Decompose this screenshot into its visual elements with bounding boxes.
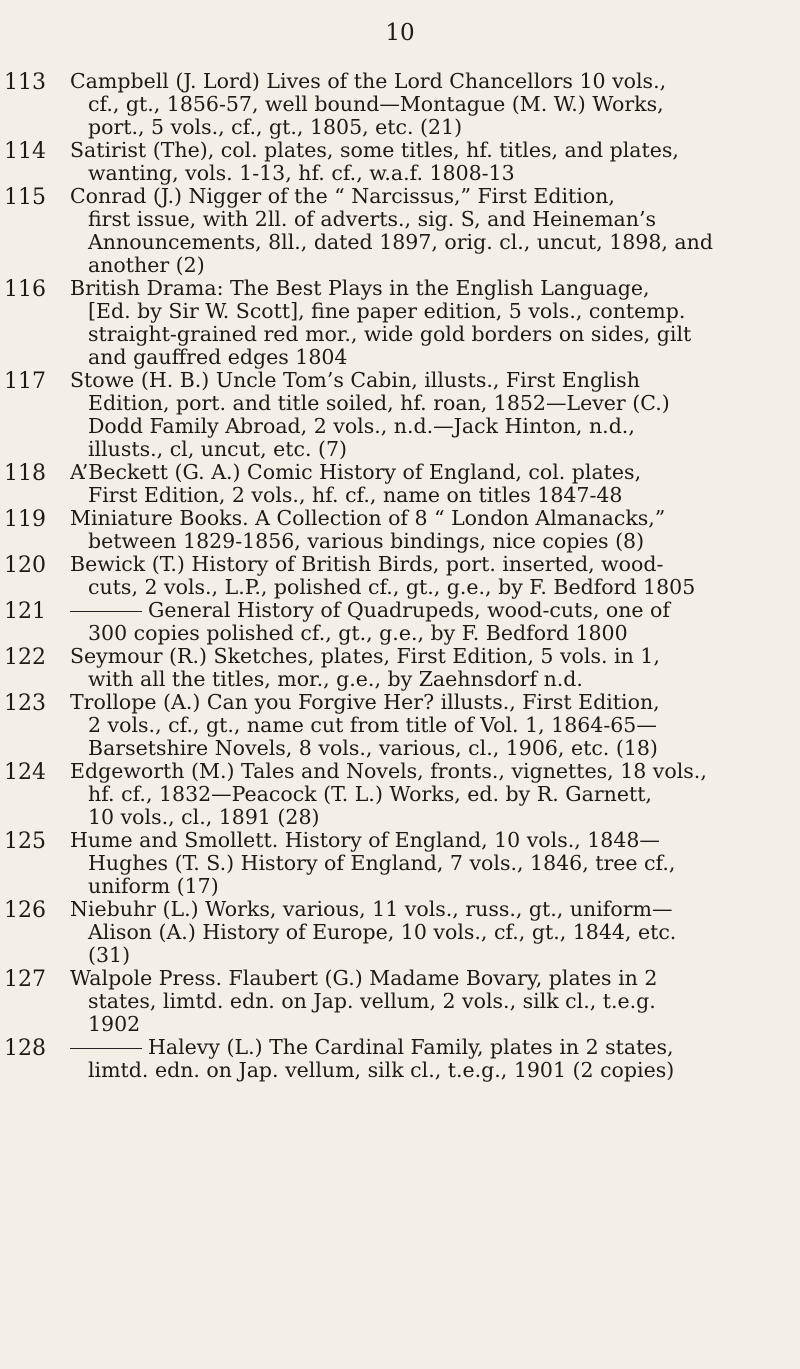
lot-description — [70, 691, 779, 760]
lot-number: 120 — [4, 553, 46, 578]
lot-line: hf. cf., 1832—Peacock (T. L.) Works, ed. by R. Garnett, — [88, 783, 652, 806]
lot-line: cf., gt., 1856-57, well bound—Montague (M. W.) Works, — [88, 93, 664, 116]
lot-number: 117 — [4, 369, 46, 394]
lot-line: Edgeworth (M.) Tales and Novels, fronts., vignettes, 18 vols., — [70, 760, 707, 783]
lot-line: Barsetshire Novels, 8 vols., various, cl., 1906, etc. (18) — [88, 737, 658, 760]
lot-description — [70, 967, 779, 1036]
lot-line: Trollope (A.) Can you Forgive Her? illusts., First Edition, — [70, 691, 660, 714]
ditto-rule — [70, 611, 142, 612]
lot-line: Satirist (The), col. plates, some titles, hf. titles, and plates, — [70, 139, 679, 162]
lot-line: 300 copies polished cf., gt., g.e., by F. Bedford 1800 — [88, 622, 628, 645]
lot-number: 125 — [4, 829, 46, 854]
lot-line: [Ed. by Sir W. Scott], fine paper edition, 5 vols., contemp. — [88, 300, 686, 323]
lot-line: between 1829-1856, various bindings, nice copies (8) — [88, 530, 645, 553]
lot-line: (31) — [88, 944, 131, 967]
lot-description — [70, 829, 779, 898]
lot-description — [70, 898, 779, 967]
lot-number: 123 — [4, 691, 46, 716]
lot-line: straight-grained red mor., wide gold borders on sides, gilt — [88, 323, 692, 346]
lot-number: 122 — [4, 645, 46, 670]
lot-description — [70, 185, 779, 277]
lot-number: 116 — [4, 277, 46, 302]
lot-line: Bewick (T.) History of British Birds, port. inserted, wood- — [70, 553, 664, 576]
lot-line — [70, 1036, 779, 1059]
lot-line: 10 vols., cl., 1891 (28) — [88, 806, 320, 829]
lot-line: Dodd Family Abroad, 2 vols., n.d.—Jack Hinton, n.d., — [88, 415, 635, 438]
lot-line: first issue, with 2ll. of adverts., sig. S, and Heineman’s — [88, 208, 657, 231]
lot-number: 118 — [4, 461, 46, 486]
lot-description — [70, 1036, 779, 1082]
lot-description — [70, 461, 779, 507]
lot-description — [70, 277, 779, 369]
lot-number: 121 — [4, 599, 46, 624]
lot-line: cuts, 2 vols., L.P., polished cf., gt., g.e., by F. Bedford 1805 — [88, 576, 696, 599]
lot-line: and gauffred edges 1804 — [88, 346, 348, 369]
lot-line: wanting, vols. 1-13, hf. cf., w.a.f. 1808-13 — [88, 162, 515, 185]
lot-line: Seymour (R.) Sketches, plates, First Edition, 5 vols. in 1, — [70, 645, 660, 668]
lot-line: 2 vols., cf., gt., name cut from title of Vol. 1, 1864-65— — [88, 714, 657, 737]
lot-line: A’Beckett (G. A.) Comic History of England, col. plates, — [70, 461, 642, 484]
lot-description — [70, 599, 779, 645]
lot-line: illusts., cl, uncut, etc. (7) — [88, 438, 348, 461]
lot-line: limtd. edn. on Jap. vellum, silk cl., t.e.g., 1901 (2 copies) — [88, 1059, 675, 1082]
lot-line-text: General History of Quadrupeds, wood-cuts, one of — [148, 599, 670, 622]
lot-line: Hughes (T. S.) History of England, 7 vols., 1846, tree cf., — [88, 852, 676, 875]
lot-line: 1902 — [88, 1013, 141, 1036]
lot-line — [70, 599, 779, 622]
lot-line: Niebuhr (L.) Works, various, 11 vols., russ., gt., uniform— — [70, 898, 673, 921]
page-number: 10 — [385, 20, 415, 46]
lot-description — [70, 645, 779, 691]
lot-number: 115 — [4, 185, 46, 210]
lot-line: uniform (17) — [88, 875, 219, 898]
lot-line: British Drama: The Best Plays in the English Language, — [70, 277, 650, 300]
ditto-rule — [70, 1048, 142, 1049]
lot-line: states, limtd. edn. on Jap. vellum, 2 vols., silk cl., t.e.g. — [88, 990, 656, 1013]
lot-description — [70, 760, 779, 829]
lot-number: 119 — [4, 507, 46, 532]
lot-description — [70, 139, 779, 185]
lot-line: Miniature Books. A Collection of 8 “ London Almanacks,” — [70, 507, 666, 530]
lot-line-text: Halevy (L.) The Cardinal Family, plates in 2 states, — [148, 1036, 674, 1059]
lot-description — [70, 70, 779, 139]
lot-description — [70, 369, 779, 461]
lot-line: with all the titles, mor., g.e., by Zaehnsdorf n.d. — [88, 668, 583, 691]
lot-line: Conrad (J.) Nigger of the “ Narcissus,” First Edition, — [70, 185, 615, 208]
lot-description — [70, 507, 779, 553]
lot-line: Walpole Press. Flaubert (G.) Madame Bovary, plates in 2 — [70, 967, 658, 990]
lot-line: Edition, port. and title soiled, hf. roan, 1852—Lever (C.) — [88, 392, 670, 415]
lot-number: 126 — [4, 898, 46, 923]
lot-line: First Edition, 2 vols., hf. cf., name on titles 1847-48 — [88, 484, 623, 507]
lot-number: 114 — [4, 139, 46, 164]
lot-line: Stowe (H. B.) Uncle Tom’s Cabin, illusts., First English — [70, 369, 640, 392]
lot-line: Hume and Smollett. History of England, 10 vols., 1848— — [70, 829, 660, 852]
lot-number: 124 — [4, 760, 46, 785]
lot-description — [70, 553, 779, 599]
lot-number: 128 — [4, 1036, 46, 1061]
lot-line: another (2) — [88, 254, 205, 277]
lot-line: Campbell (J. Lord) Lives of the Lord Chancellors 10 vols., — [70, 70, 667, 93]
lot-number: 113 — [4, 70, 46, 95]
lot-line: Alison (A.) History of Europe, 10 vols., cf., gt., 1844, etc. — [88, 921, 677, 944]
lot-line: port., 5 vols., cf., gt., 1805, etc. (21) — [88, 116, 463, 139]
lot-number: 127 — [4, 967, 46, 992]
lot-line: Announcements, 8ll., dated 1897, orig. cl., uncut, 1898, and — [88, 231, 713, 254]
